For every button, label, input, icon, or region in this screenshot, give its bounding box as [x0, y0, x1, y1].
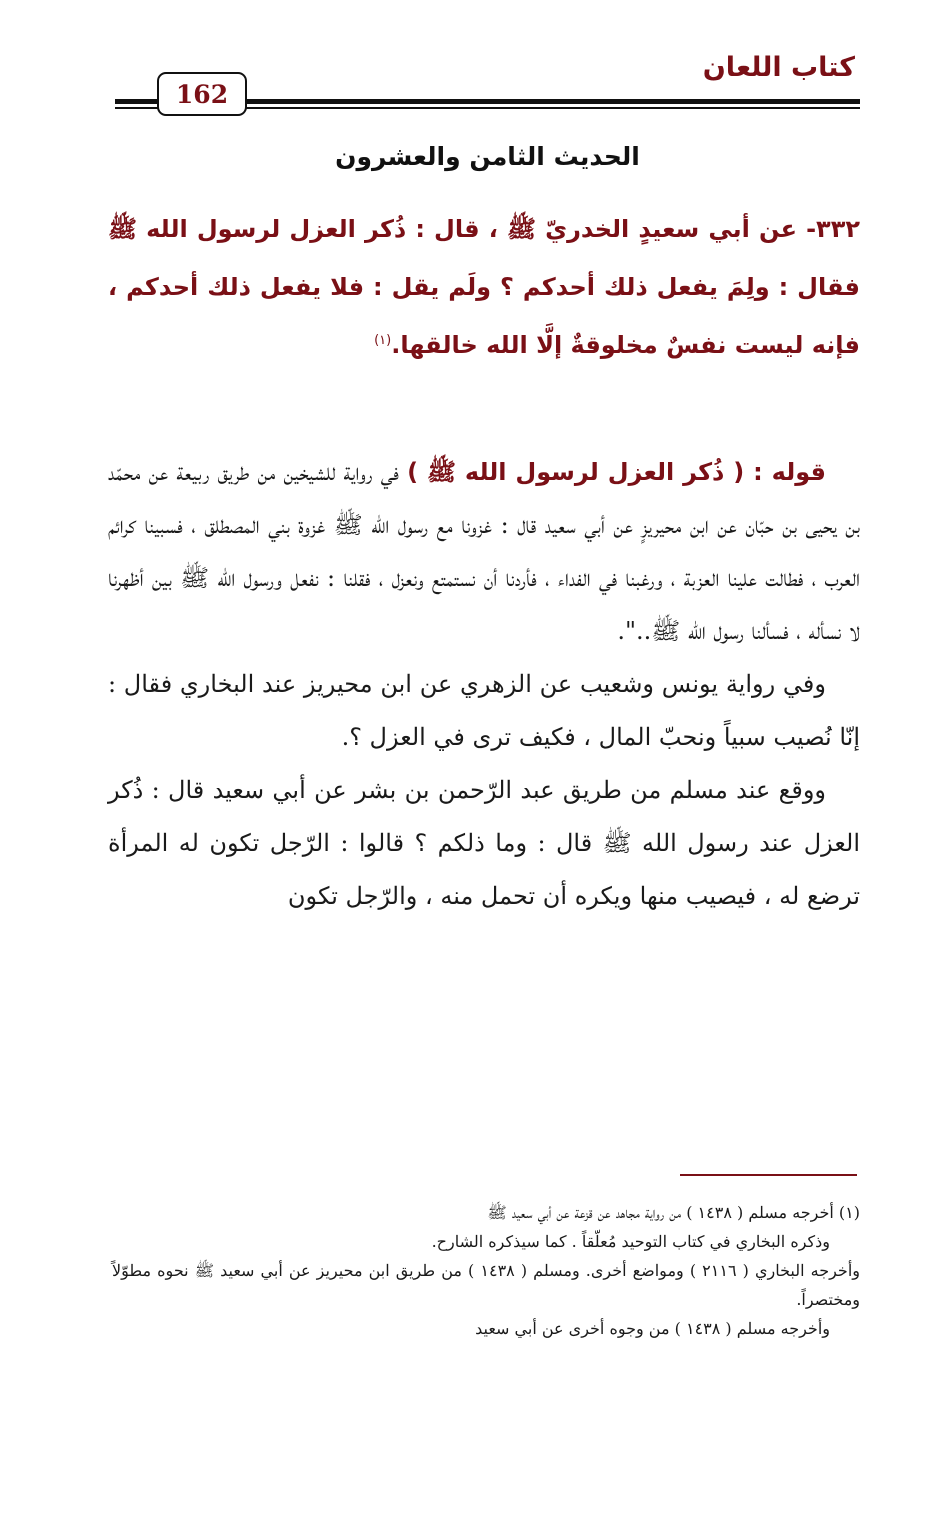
footnote-line-2: وذكره البخاري في كتاب التوحيد مُعلّقاً . كما سيذكره الشارح.: [431, 1232, 830, 1251]
footnote-line-4: وأخرجه مسلم ( ١٤٣٨ ) من وجوه أخرى عن أبي سعيد: [475, 1319, 830, 1338]
running-header-title: كتاب اللعان: [702, 52, 855, 83]
commentary-paragraph-2: وفي رواية يونس وشعيب عن الزهري عن ابن محيريز عند البخاري فقال : إنّا نُصيب سبياً ونحبّ المال ، فكيف ترى في العزل ؟.: [108, 670, 860, 751]
footnote-line-3: وأخرجه البخاري ( ٢١١٦ ) ومواضع أخرى. ومسلم ( ١٤٣٨ ) من طريق ابن محيريز عن أبي سعيد ﷺ نحوه مطوّلاً ومختصراً.: [112, 1261, 860, 1309]
footnote-separator: [680, 1174, 857, 1176]
commentary-block: [108, 446, 860, 923]
footnote-reference: (١): [374, 333, 392, 348]
commentary-paragraph-1: [108, 446, 860, 658]
footnotes-block: [112, 1198, 860, 1343]
footnote-line-1: (١) أخرجه مسلم ( ١٤٣٨ ) من رواية مجاهد عن قزعة عن أبي سعيد ﷺ: [487, 1203, 860, 1222]
commentary-paragraph-1-text: في رواية للشيخين من طريق ربيعة عن محمّد بن يحيى بن حبّان عن ابن محيريزٍ عن أبي سعيد قال : غزونا مع رسول الله ﷺ غزوة بني المصطلق ، فسبينا كرائم العرب ، فطالت علينا العزبة ، ورغبنا في الفداء ، فأردنا أن نستمتع ونعزل ، فقلنا : نفعل ورسول الله ﷺ بين أظهرنا لا نسأله ، فسألنا رسول الله ﷺ..".: [108, 458, 861, 645]
chapter-heading: الحديث الثامن والعشرون: [335, 142, 640, 171]
page-number: 162: [157, 72, 247, 116]
commentary-paragraph-3: ووقع عند مسلم من طريق عبد الرّحمن بن بشر عن أبي سعيد قال : ذُكر العزل عند رسول الله ﷺ قال : وما ذلكم ؟ قالوا : الرّجل تكون له المرأة ترضع له ، فيصيب منها ويكره أن تحمل منه ، والرّجل تكون: [108, 776, 860, 910]
hadith-text-block: [108, 200, 860, 374]
hadith-text: ٣٣٢- عن أبي سعيدٍ الخدريّ ﷺ ، قال : ذُكر العزل لرسول الله ﷺ فقال : ولِمَ يفعل ذلك أحدكم ؟ ولَم يقل : فلا يفعل ذلك أحدكم ، فإنه ليست نفسٌ مخلوقةٌ إلَّا الله خالقها.: [108, 215, 860, 359]
commentary-lead-quote: قوله : ( ذُكر العزل لرسول الله ﷺ ): [407, 458, 826, 486]
